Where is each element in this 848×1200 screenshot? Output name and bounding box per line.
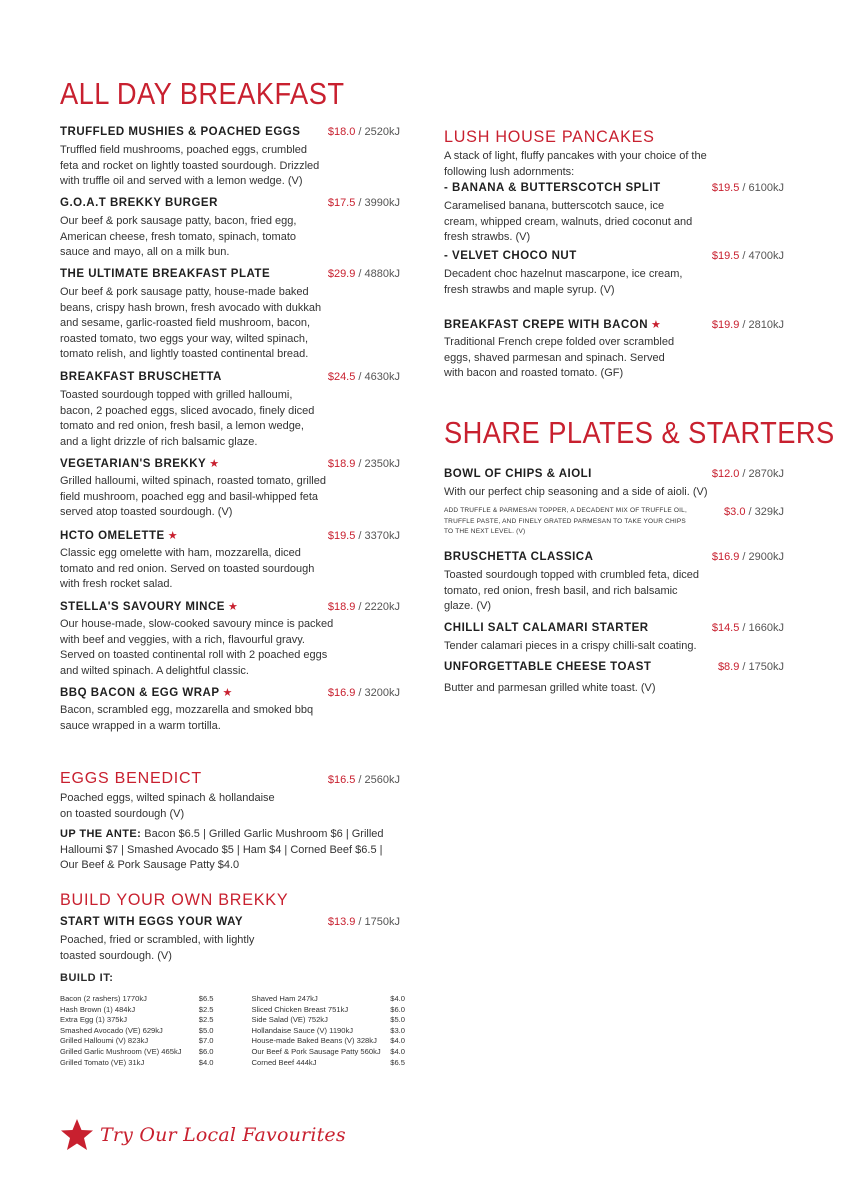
eggs-benedict-title: EGGS BENEDICT [60, 770, 202, 787]
build-options-right [252, 994, 406, 1068]
star-icon: ★ [209, 458, 220, 470]
menu-item[interactable] [60, 197, 400, 261]
item-price: $29.9 / 4880kJ [327, 268, 400, 280]
item-description: Poached eggs, wilted spinach & hollandaise [60, 792, 275, 804]
build-option-price: $6.0 [198, 1046, 214, 1056]
item-description: on toasted sourdough (V) [60, 807, 185, 820]
menu-item[interactable] [60, 126, 400, 190]
menu-item[interactable] [444, 182, 784, 246]
menu-item[interactable] [60, 686, 400, 734]
build-options-left [60, 994, 214, 1068]
local-favourites-footer [60, 1118, 346, 1152]
build-option[interactable] [252, 1026, 406, 1037]
menu-item[interactable] [444, 551, 784, 615]
item-price: $19.5 / 3370kJ [327, 530, 400, 542]
star-icon: ★ [222, 687, 233, 699]
menu-item[interactable] [60, 268, 400, 363]
item-price: $19.9 / 2810kJ [711, 319, 784, 331]
build-option-name: Hollandaise Sauce (V) 1190kJ [251, 1025, 354, 1035]
all-day-breakfast-title: ALL DAY BREAKFAST [60, 76, 345, 111]
build-option[interactable] [252, 994, 406, 1005]
build-option[interactable] [60, 1026, 214, 1037]
build-option-price: $6.5 [198, 994, 214, 1003]
build-option-price: $4.0 [390, 1046, 405, 1056]
pancakes-title: LUSH HOUSE PANCAKES [444, 127, 655, 146]
item-name: BOWL OF CHIPS & AIOLI [444, 468, 592, 480]
item-price: $16.5 / 2560kJ [327, 774, 400, 786]
share-plates-title: SHARE PLATES & STARTERS [444, 415, 835, 450]
item-price: $18.9 / 2350kJ [327, 458, 400, 470]
build-option-name: Extra Egg (1) 375kJ [60, 1015, 128, 1025]
build-option[interactable] [252, 1036, 406, 1047]
item-description: Poached, fried or scrambled, with lightly [60, 934, 255, 946]
up-the-ante: UP THE ANTE: Bacon $6.5 | Grilled Garlic Mushroom $6 | Grilled Halloumi $7 | Smashed Avocado $5 | Ham $4 | Corned Beef $6.5 | Our Beef & Pork Sausage Patty $4.0 [60, 828, 384, 871]
build-option[interactable] [252, 1047, 406, 1058]
item-name: BREAKFAST BRUSCHETTA [60, 371, 222, 383]
item-name: UNFORGETTABLE CHEESE TOAST [444, 661, 652, 673]
build-option-name: House-made Baked Beans (V) 328kJ [251, 1036, 377, 1046]
build-option[interactable] [252, 1015, 406, 1026]
build-option-name: Bacon (2 rashers) 1770kJ [60, 994, 147, 1003]
build-option-price: $4.0 [390, 1036, 405, 1046]
build-option-price: $6.5 [390, 1057, 405, 1067]
item-name: THE ULTIMATE BREAKFAST PLATE [60, 268, 271, 280]
item-description: Butter and parmesan grilled white toast. (V) [444, 682, 656, 694]
build-option-name: Grilled Garlic Mushroom (VE) 465kJ [60, 1046, 182, 1056]
build-option-price: $7.0 [198, 1036, 214, 1046]
item-name: CHILLI SALT CALAMARI STARTER [444, 622, 649, 634]
menu-item[interactable] [444, 468, 784, 501]
item-price: $18.9 / 2220kJ [327, 601, 400, 613]
item-description: Toasted sourdough topped with crumbled feta, diced tomato, red onion, fresh basil, and rich balsamic glaze. (V) [444, 569, 699, 612]
item-description: Our beef & pork sausage patty, house-made baked beans, crispy hash brown, fresh avocado with dukkah and sesame, garlic-roasted field mushroom, bacon, roasted tomato, two eggs your way, wilted spinach, tomato relish, and lightly toasted continental bread. [60, 286, 322, 360]
star-icon: ★ [227, 601, 239, 613]
truffle-addon[interactable] [444, 506, 784, 538]
star-icon: ★ [651, 319, 662, 331]
item-price: $12.0 / 2870kJ [711, 468, 784, 480]
build-it-options [60, 994, 405, 1068]
build-option-price: $4.0 [198, 1057, 214, 1067]
build-option-price: $5.0 [198, 1025, 214, 1035]
menu-item[interactable] [60, 600, 400, 679]
build-option[interactable] [60, 1015, 214, 1026]
item-price: $24.5 / 4630kJ [327, 371, 400, 383]
build-option-name: Hash Brown (1) 484kJ [60, 1004, 136, 1014]
menu-item[interactable] [60, 916, 400, 964]
build-option-price: $2.5 [198, 1004, 214, 1014]
menu-item[interactable] [60, 371, 400, 450]
item-name: STELLA'S SAVOURY MINCE ★ [60, 601, 239, 613]
build-option-name: Grilled Halloumi (V) 823kJ [60, 1036, 149, 1046]
build-option[interactable] [60, 1058, 214, 1069]
item-name: BREAKFAST CREPE WITH BACON ★ [444, 319, 662, 331]
build-option[interactable] [60, 1005, 214, 1016]
menu-item[interactable] [444, 622, 784, 655]
item-description: Our house-made, slow-cooked savoury mince is packed with beef and veggies, with a rich, flavourful gravy. Served on toasted continental roll with 2 poached eggs and wilted spinach. A delightful classic. [60, 618, 334, 677]
item-name: START WITH EGGS YOUR WAY [60, 916, 244, 928]
build-option-price: $3.0 [390, 1025, 405, 1035]
item-description: Classic egg omelette with ham, mozzarella, diced tomato and red onion. Served on toasted sourdough with fresh rocket salad. [60, 547, 315, 590]
local-favourites-text: Try Our Local Favourites [100, 1124, 346, 1146]
item-price: $19.5 / 4700kJ [711, 250, 784, 262]
item-description: Our beef & pork sausage patty, bacon, fried egg, American cheese, fresh tomato, spinach, tomato sauce and mayo, all on a milk bun. [60, 215, 297, 258]
menu-item[interactable] [60, 457, 400, 521]
build-option-name: Shaved Ham 247kJ [251, 994, 318, 1003]
item-description: Truffled field mushrooms, poached eggs, crumbled feta and rocket on lightly toasted sourdough. Drizzled with truffle oil and served with a lemon wedge. (V) [60, 144, 320, 187]
build-option-name: Smashed Avocado (VE) 629kJ [60, 1025, 163, 1035]
item-price: $16.9 / 3200kJ [327, 687, 400, 699]
item-name: - BANANA & BUTTERSCOTCH SPLIT [444, 182, 661, 194]
build-option-name: Side Salad (VE) 752kJ [251, 1015, 328, 1025]
eggs-benedict[interactable] [60, 770, 400, 874]
item-price: $16.9 / 2900kJ [711, 551, 784, 563]
build-option[interactable] [60, 1047, 214, 1058]
item-price: $14.5 / 1660kJ [711, 622, 784, 634]
build-option-price: $4.0 [390, 994, 405, 1003]
star-icon: ★ [167, 530, 179, 542]
menu-item[interactable] [60, 529, 400, 593]
build-option[interactable] [252, 1005, 406, 1016]
menu-item[interactable] [444, 661, 784, 697]
build-option-name: Sliced Chicken Breast 751kJ [251, 1004, 349, 1014]
item-price: $19.5 / 6100kJ [711, 182, 784, 194]
item-price: $13.9 / 1750kJ [327, 916, 400, 928]
pancakes-intro: A stack of light, fluffy pancakes with your choice of the following lush adornments: [444, 150, 707, 178]
item-name: BRUSCHETTA CLASSICA [444, 551, 594, 563]
item-description: Tender calamari pieces in a crispy chilli-salt coating. [444, 640, 697, 652]
build-option-name: Our Beef & Pork Sausage Patty 560kJ [251, 1046, 381, 1056]
item-name: TRUFFLED MUSHIES & POACHED EGGS [60, 126, 301, 138]
build-option-price: $2.5 [198, 1015, 214, 1025]
item-price: $8.9 / 1750kJ [717, 661, 784, 673]
item-description: toasted sourdough. (V) [60, 949, 172, 962]
item-description: Toasted sourdough topped with grilled halloumi, bacon, 2 poached eggs, sliced avocado, finely diced tomato and red onion, fresh basil, a lemon wedge, and a light drizzle of rich balsamic glaze. [60, 389, 315, 448]
menu-item[interactable] [444, 318, 784, 382]
build-option-name: Corned Beef 444kJ [251, 1057, 317, 1067]
menu-item[interactable] [444, 250, 784, 298]
item-description: With our perfect chip seasoning and a side of aioli. (V) [444, 486, 708, 498]
build-option[interactable] [60, 1036, 214, 1047]
item-description: Bacon, scrambled egg, mozzarella and smoked bbq sauce wrapped in a warm tortilla. [60, 704, 314, 732]
build-option[interactable] [60, 994, 214, 1005]
item-name: G.O.A.T BREKKY BURGER [60, 197, 218, 209]
truffle-addon-description: ADD TRUFFLE & PARMESAN TOPPER, A DECADENT MIX OF TRUFFLE OIL, TRUFFLE PASTE, AND FINELY GRATED PARMESAN TO TAKE YOUR CHIPS TO THE NEXT LEVEL. (V) [444, 507, 687, 535]
item-price: $3.0 / 329kJ [724, 506, 784, 518]
item-description: Decadent choc hazelnut mascarpone, ice cream, fresh strawbs and maple syrup. (V) [444, 268, 683, 296]
star-icon [60, 1118, 94, 1152]
build-option[interactable] [252, 1058, 406, 1069]
build-your-own-title: BUILD YOUR OWN BREKKY [60, 890, 289, 909]
item-name: VEGETARIAN'S BREKKY ★ [60, 458, 220, 470]
item-description: Caramelised banana, butterscotch sauce, ice cream, whipped cream, walnuts, dried coconut and fresh strawbs. (V) [444, 200, 693, 243]
item-description: Grilled halloumi, wilted spinach, roasted tomato, grilled field mushroom, poached egg and basil-whipped feta served atop toasted sourdough. (V) [60, 475, 326, 518]
item-name: BBQ BACON & EGG WRAP ★ [60, 687, 233, 699]
build-option-name: Grilled Tomato (VE) 31kJ [60, 1057, 145, 1067]
item-name: HCTO OMELETTE ★ [60, 530, 179, 542]
item-price: $18.0 / 2520kJ [327, 126, 400, 138]
build-it-label: BUILD IT: [60, 972, 114, 984]
item-price: $17.5 / 3990kJ [327, 197, 400, 209]
build-option-price: $6.0 [390, 1004, 405, 1014]
item-description: Traditional French crepe folded over scrambled eggs, shaved parmesan and spinach. Served with bacon and roasted tomato. (GF) [444, 336, 675, 379]
build-option-price: $5.0 [390, 1015, 405, 1025]
item-name: - VELVET CHOCO NUT [444, 250, 577, 262]
